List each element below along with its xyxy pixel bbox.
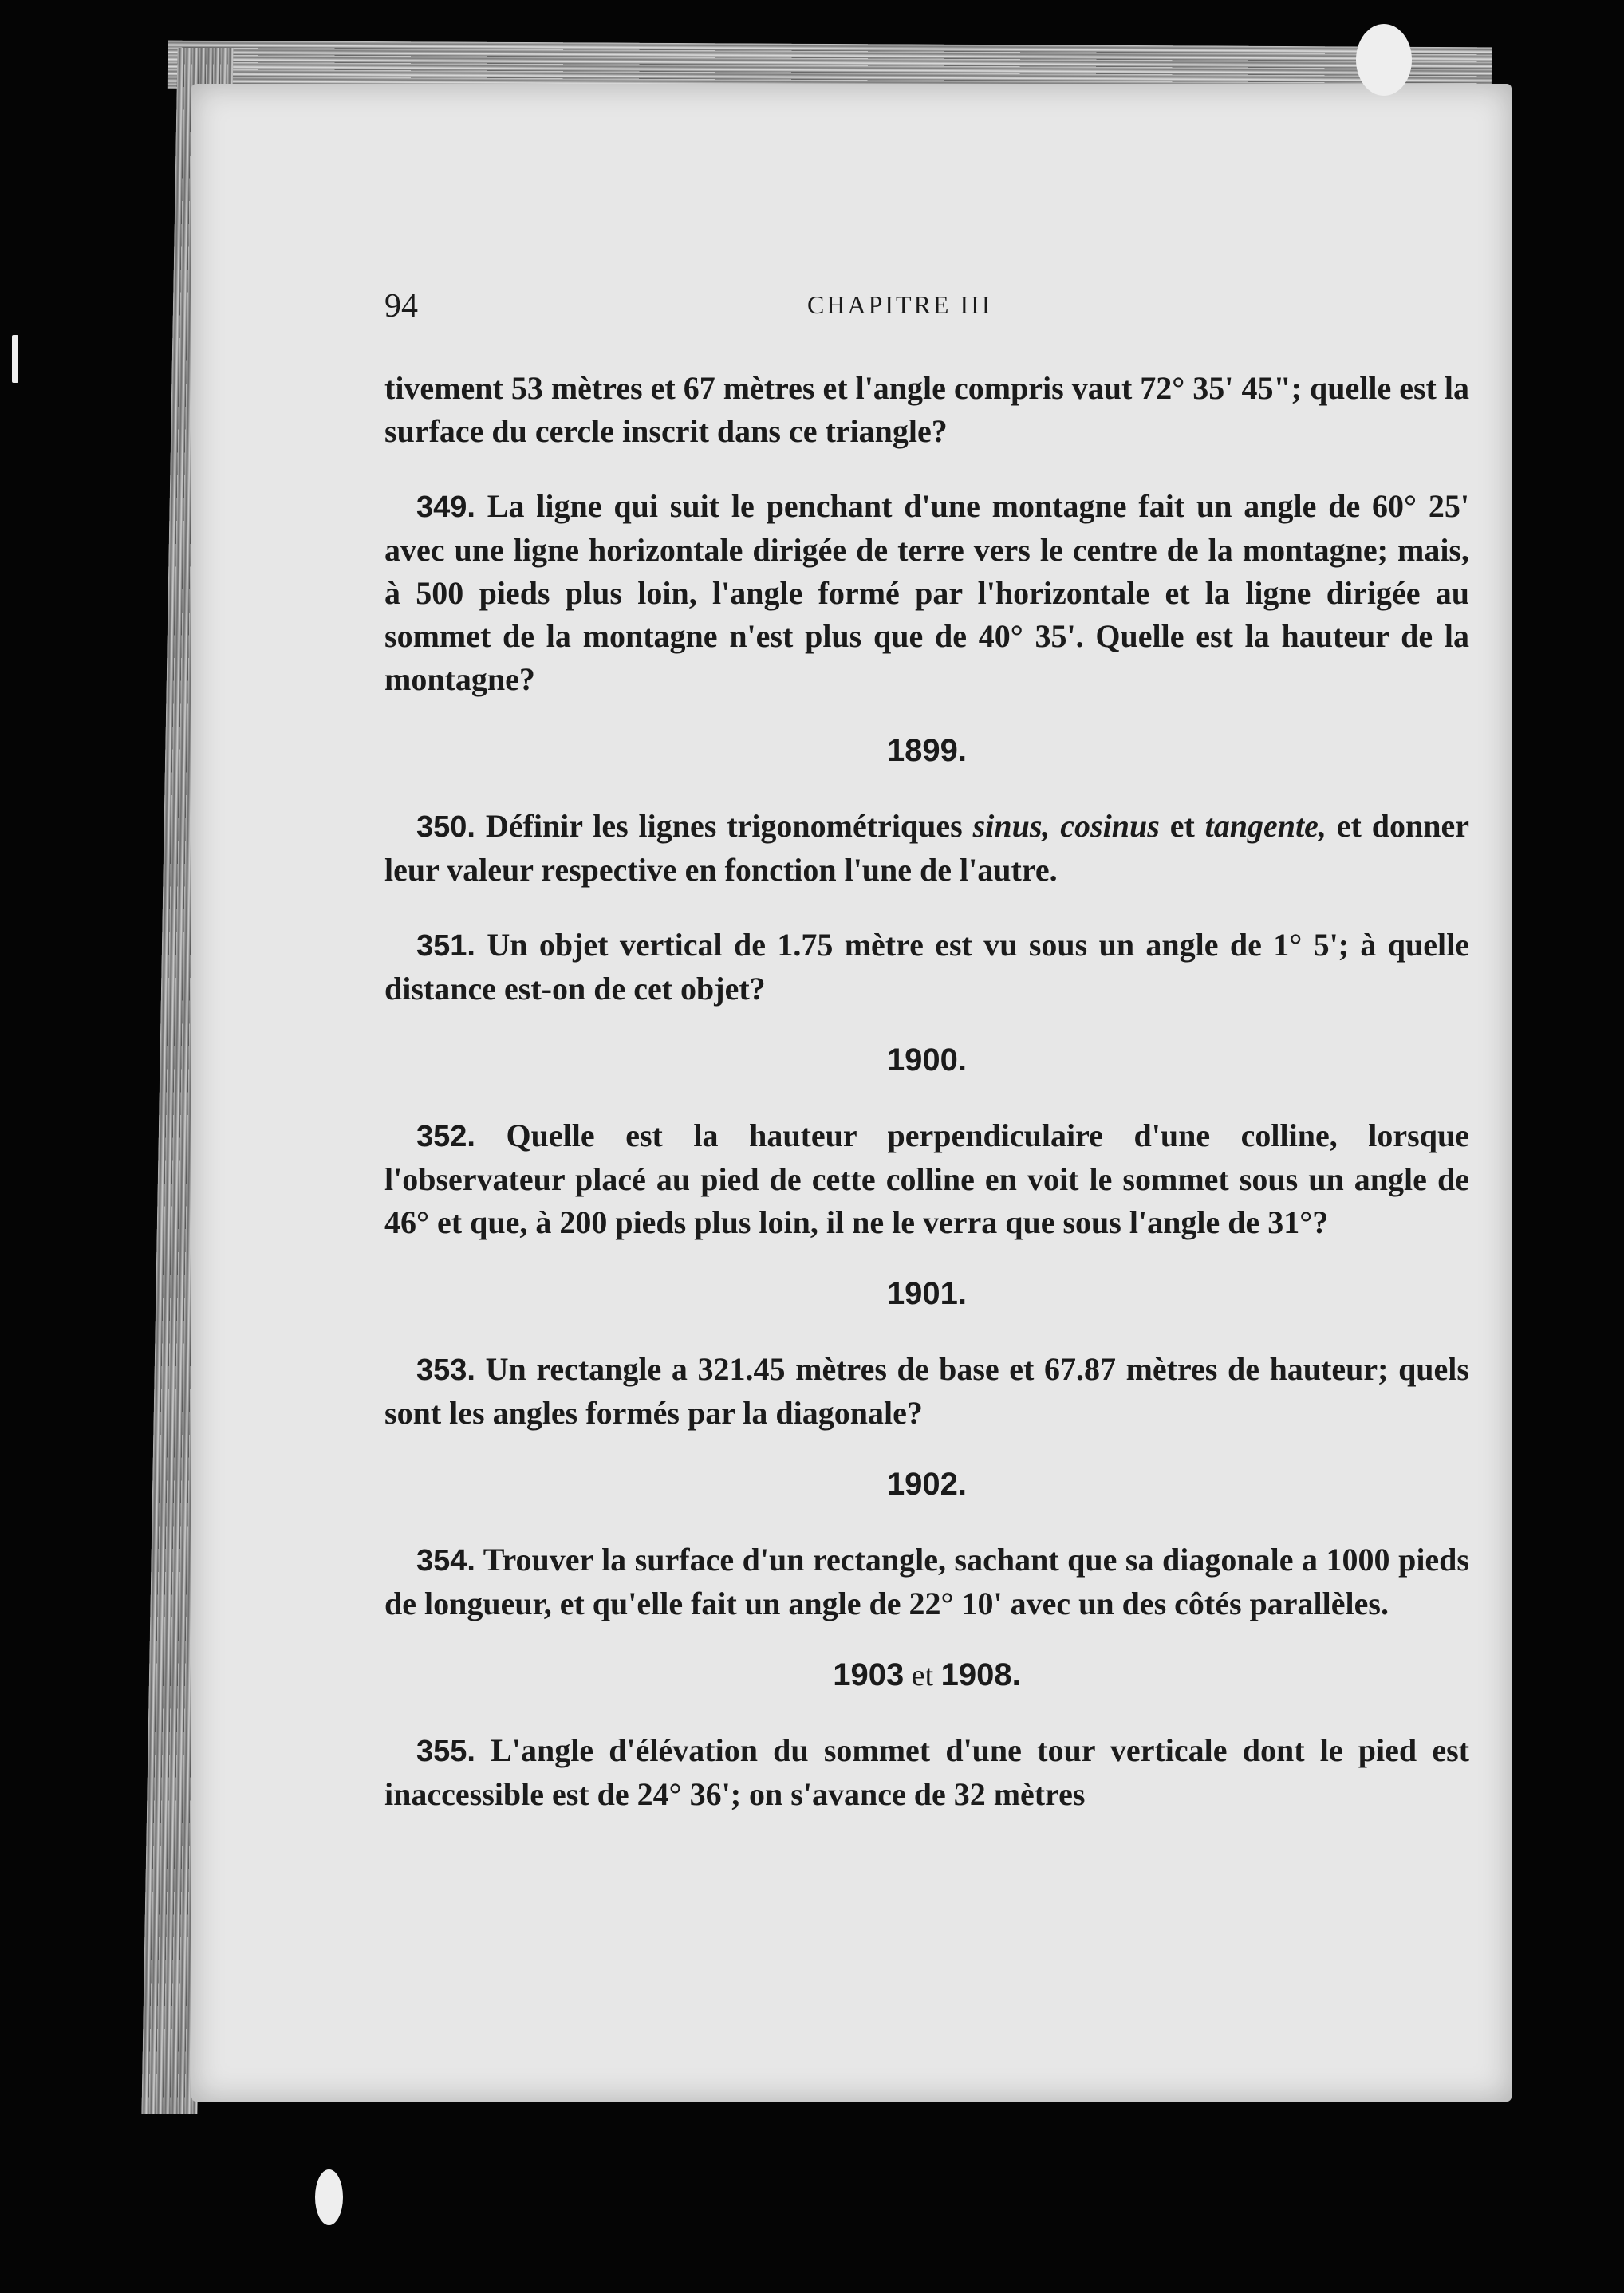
scan-speck	[1356, 24, 1412, 96]
problem-number: 354.	[416, 1544, 475, 1578]
problem-text: et donner leur valeur respective en fonction l'une de l'autre.	[384, 808, 1470, 888]
scan-speck	[315, 2169, 343, 2225]
problem-text: Quelle est la hauteur perpendiculaire d'une colline, lorsque l'observateur placé au pied de cette colline en voit le sommet sous un angle de 46° et que, à 200 pieds plus loin, il ne le verra que sous l'angle de 31°?	[384, 1117, 1469, 1240]
page-number: 94	[384, 288, 418, 325]
problem-number: 351.	[416, 929, 475, 963]
problem-349	[384, 485, 1469, 701]
problem-number: 349.	[416, 491, 475, 524]
problem-355	[384, 1729, 1469, 1816]
scan-speck	[12, 335, 18, 383]
year-1908: 1908.	[940, 1657, 1021, 1692]
page-content	[384, 287, 1469, 1848]
year-heading-1902: 1902.	[886, 1467, 968, 1502]
problem-text: La ligne qui suit le penchant d'une montagne fait un angle de 60° 25' avec une ligne horizontale dirigée de terre vers le centre de la montagne; mais, à 500 pieds plus loin, l'angle formé par l'horizontale et la ligne dirigée au sommet de la montagne n'est plus que de 40° 35'. Quelle est la hauteur de la montagne?	[384, 488, 1469, 697]
problem-text: Un rectangle a 321.45 mètres de base et 67.87 mètres de hauteur; quels sont les angles formés par la diagonale?	[384, 1351, 1469, 1431]
problem-number: 350.	[416, 810, 475, 844]
problem-number: 355.	[416, 1735, 475, 1768]
paragraph-348-continued: tivement 53 mètres et 67 mètres et l'angle compris vaut 72° 35' 45"; quelle est la surface du cercle inscrit dans ce triangle?	[384, 370, 1469, 449]
running-title: CHAPITRE III	[807, 290, 993, 319]
problem-350	[384, 805, 1469, 892]
problem-text: Un objet vertical de 1.75 mètre est vu sous un angle de 1° 5'; à quelle distance est-on de cet objet?	[384, 927, 1469, 1007]
italic-term: tangente,	[1204, 808, 1326, 844]
problem-351	[384, 924, 1469, 1011]
problem-354	[384, 1539, 1469, 1625]
italic-term: sinus, cosinus	[972, 808, 1160, 844]
year-heading-1901: 1901.	[886, 1276, 968, 1311]
year-1903: 1903	[833, 1657, 905, 1692]
problem-text: et	[1159, 808, 1205, 844]
page-header	[384, 287, 1469, 335]
year-heading-1900: 1900.	[886, 1042, 968, 1078]
problem-number: 353.	[416, 1353, 475, 1387]
problem-text: Définir les lignes trigonométriques	[475, 808, 973, 844]
year-heading-1899: 1899.	[886, 733, 968, 768]
problem-352	[384, 1114, 1469, 1244]
problem-text: L'angle d'élévation du sommet d'une tour verticale dont le pied est inaccessible est de 24° 36'; on s'avance de 32 mètres	[384, 1732, 1469, 1812]
problem-353	[384, 1348, 1469, 1435]
problem-number: 352.	[416, 1120, 475, 1153]
year-connector: et	[904, 1659, 941, 1692]
year-heading-1903-1908	[384, 1657, 1469, 1697]
problem-text: Trouver la surface d'un rectangle, sachant que sa diagonale a 1000 pieds de longueur, et qu'elle fait un angle de 22° 10' avec un des côtés parallèles.	[384, 1542, 1469, 1621]
